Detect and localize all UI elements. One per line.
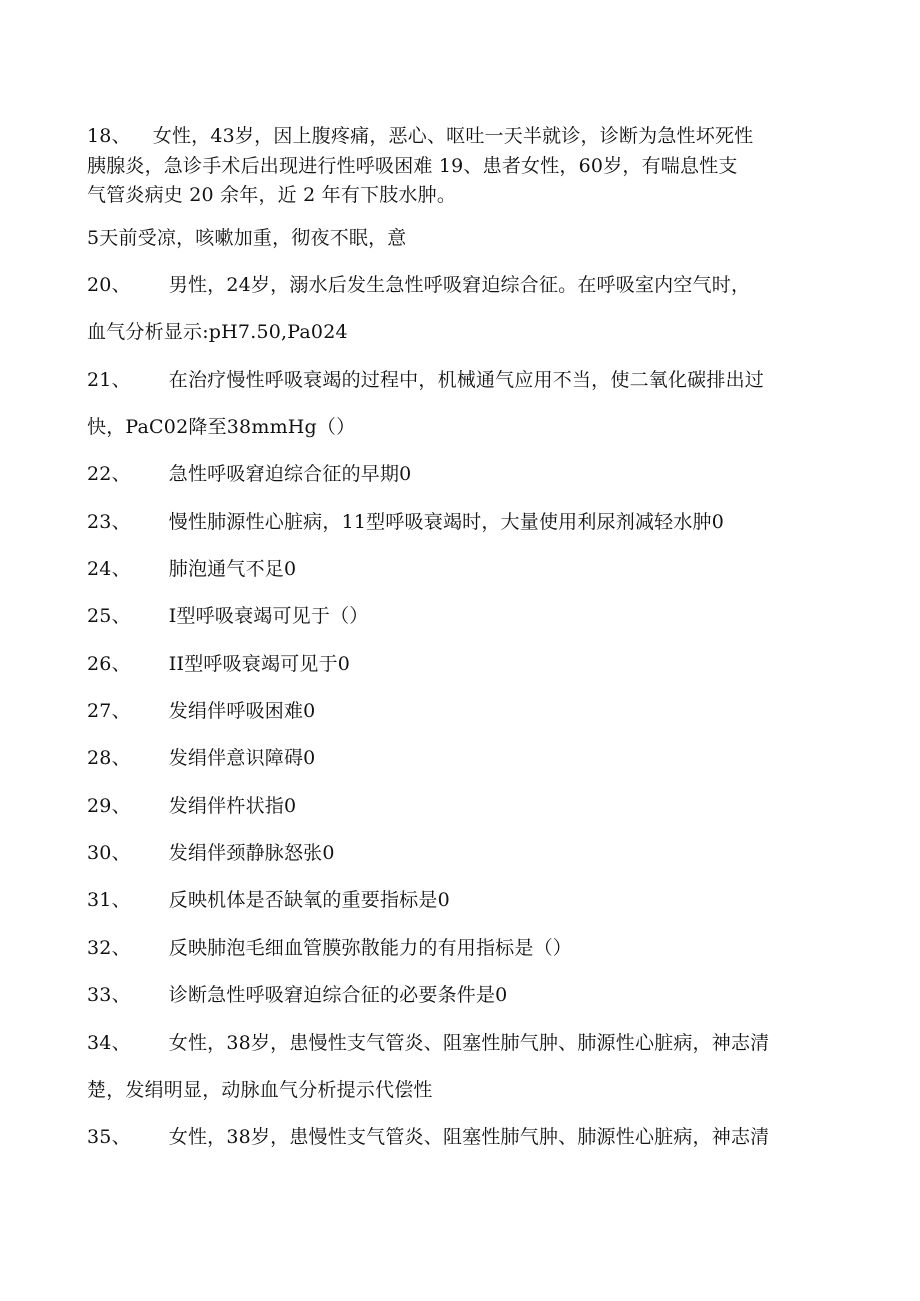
- question-32: [87, 936, 572, 960]
- question-text: 气管炎病史 20 余年，近 2 年有下肢水肿。: [87, 184, 457, 206]
- question-text: 发绢伴杵状指0: [168, 795, 297, 817]
- question-text: 快，PaC02降至38mmHg（）: [87, 416, 356, 438]
- question-19-line-4: [87, 226, 407, 250]
- question-34-line-1: [87, 1031, 769, 1055]
- question-text: 急性呼吸窘迫综合征的早期0: [168, 463, 412, 485]
- question-29: [87, 794, 296, 818]
- question-34-line-2: [87, 1078, 433, 1102]
- question-27: [87, 699, 315, 723]
- question-20-line-1: [87, 273, 750, 297]
- question-number: 24、: [87, 558, 131, 580]
- question-number: 27、: [87, 700, 131, 722]
- question-28: [87, 746, 315, 770]
- question-text: 慢性肺源性心脏病，11型呼吸衰竭时，大量使用利尿剂减轻水肿0: [168, 511, 725, 533]
- question-35-line-1: [87, 1125, 769, 1149]
- question-number: 29、: [87, 795, 131, 817]
- question-number: 26、: [87, 653, 131, 675]
- question-24: [87, 557, 296, 581]
- question-23: [87, 510, 724, 534]
- question-number: 28、: [87, 747, 131, 769]
- question-text: 楚，发绢明显，动脉血气分析提示代偿性: [87, 1079, 433, 1101]
- question-number: 31、: [87, 889, 131, 911]
- question-30: [87, 841, 335, 865]
- question-text: 女性，38岁，患慢性支气管炎、阻塞性肺气肿、肺源性心脏病，神志清: [168, 1032, 770, 1054]
- question-text: 反映机体是否缺氧的重要指标是0: [168, 889, 450, 911]
- question-text: 肺泡通气不足0: [168, 558, 297, 580]
- question-text: I型呼吸衰竭可见于（）: [168, 605, 369, 627]
- question-text: 男性，24岁，溺水后发生急性呼吸窘迫综合征。在呼吸室内空气时，: [168, 274, 751, 296]
- question-text: 诊断急性呼吸窘迫综合征的必要条件是0: [168, 984, 508, 1006]
- question-text: 发绢伴意识障碍0: [168, 747, 316, 769]
- question-text: 在治疗慢性呼吸衰竭的过程中，机械通气应用不当，使二氧化碳排出过: [168, 369, 764, 391]
- question-21-line-2: [87, 415, 355, 439]
- question-19-line-3: [87, 183, 456, 207]
- question-number: 30、: [87, 842, 131, 864]
- question-number: 34、: [87, 1032, 131, 1054]
- question-text: 女性，43岁，因上腹疼痛，恶心、呕吐一天半就诊，诊断为急性坏死性: [152, 125, 754, 147]
- question-number: 22、: [87, 463, 131, 485]
- question-text: 发绢伴颈静脉怒张0: [168, 842, 335, 864]
- question-number: 32、: [87, 937, 131, 959]
- question-number: 35、: [87, 1126, 131, 1148]
- question-31: [87, 888, 450, 912]
- question-26: [87, 652, 350, 676]
- question-number: 21、: [87, 369, 131, 391]
- question-number: 25、: [87, 605, 131, 627]
- question-text: 胰腺炎，急诊手术后出现进行性呼吸困难 19、患者女性，60岁，有喘息性支: [87, 155, 738, 177]
- question-number: 23、: [87, 511, 131, 533]
- question-text: 反映肺泡毛细血管膜弥散能力的有用指标是（）: [168, 937, 572, 959]
- question-25: [87, 604, 369, 628]
- question-18-line-1: [87, 124, 753, 148]
- question-18-line-2: [87, 154, 738, 178]
- question-21-line-1: [87, 368, 764, 392]
- question-number: 18、: [87, 125, 131, 147]
- question-number: 20、: [87, 274, 131, 296]
- question-text: 血气分析显示:pH7.50,Pa024: [87, 321, 348, 343]
- question-22: [87, 462, 411, 486]
- question-33: [87, 983, 507, 1007]
- question-text: 5天前受凉，咳嗽加重，彻夜不眠，意: [87, 227, 407, 249]
- question-text: II型呼吸衰竭可见于0: [168, 653, 351, 675]
- question-text: 女性，38岁，患慢性支气管炎、阻塞性肺气肿、肺源性心脏病，神志清: [168, 1126, 770, 1148]
- question-text: 发绢伴呼吸困难0: [168, 700, 316, 722]
- question-number: 33、: [87, 984, 131, 1006]
- question-20-line-2: [87, 320, 348, 344]
